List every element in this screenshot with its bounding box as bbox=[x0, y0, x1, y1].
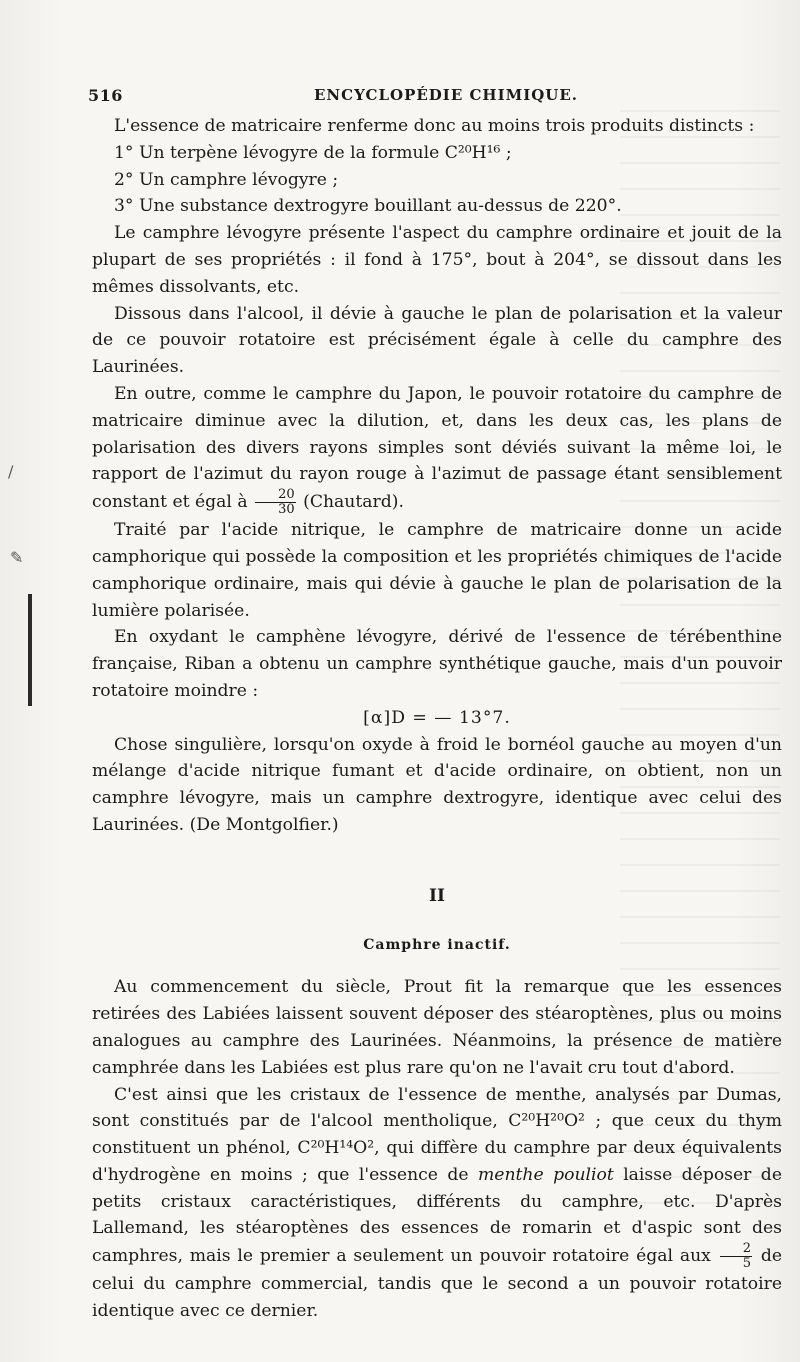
paragraph bbox=[92, 381, 782, 517]
margin-mark-slash: / bbox=[8, 462, 14, 481]
paragraph: Dissous dans l'alcool, il dévie à gauche le plan de polarisation et la valeur de ce pouvoir rotatoire est précisément égale à celle du camphre des Laurinées. bbox=[92, 303, 782, 378]
citation: (Chautard). bbox=[303, 492, 404, 513]
list-item: 1° Un terpène lévogyre de la formule C²⁰H¹⁶ ; bbox=[114, 142, 512, 163]
fraction-chautard bbox=[255, 488, 296, 517]
margin-mark-bar bbox=[28, 594, 32, 706]
paragraph-text: laisse déposer de petits cristaux caractéristiques, différents du camphre, etc. D'après Lallemand, les stéaroptènes des essences de romarin et d'aspic sont des camphres, mais le premier a seulement un pouvoir rotatoire égal aux bbox=[92, 1164, 782, 1267]
page-number: 516 bbox=[88, 86, 123, 105]
fraction-lallemand bbox=[720, 1242, 752, 1271]
paragraph: Chose singulière, lorsqu'on oxyde à froid le bornéol gauche au moyen d'un mélange d'acide nitrique fumant et d'acide ordinaire, on obtient, non un camphre lévogyre, mais un camphre dextrogyre, identique avec celui des Laurinées. (De Montgolfier.) bbox=[92, 734, 782, 835]
paragraph: Au commencement du siècle, Prout fit la remarque que les essences retirées des Labiées laissent souvent déposer des stéaroptènes, plus ou moins analogues au camphre des Laurinées. Néanmoins, la présence de matière camphrée dans les Labiées est plus rare qu'on ne l'avait cru tout d'abord. bbox=[92, 977, 782, 1078]
fraction-denominator: 30 bbox=[278, 502, 295, 518]
fraction-denominator: 5 bbox=[742, 1256, 751, 1272]
section-title: Camphre inactif. bbox=[363, 936, 511, 953]
paragraph-text: En outre, comme le camphre du Japon, le pouvoir rotatoire du camphre de matricaire diminue avec la dilution, et, dans les deux cas, les plans de polarisation des divers rayons simples sont déviés suivant la même loi, le rapport de l'azimut du rayon rouge à l'azimut de passage étant sensiblement constant et égal à bbox=[92, 383, 782, 513]
paragraph-text: de celui du camphre commercial, tandis que le second a un pouvoir rotatoire identique avec ce dernier. bbox=[92, 1246, 783, 1322]
page-header bbox=[88, 86, 778, 108]
paragraph: Le camphre lévogyre présente l'aspect du camphre ordinaire et jouit de la plupart de ses propriétés : il fond à 175°, bout à 204°, se dissout dans les mêmes dissolvants, etc. bbox=[92, 223, 782, 297]
paragraph: En oxydant le camphène lévogyre, dérivé de l'essence de térébenthine française, Riban a obtenu un camphre synthétique gauche, mais d'un pouvoir rotatoire moindre : bbox=[92, 627, 782, 701]
paragraph-text: C'est ainsi que les cristaux de l'essence de menthe, analysés par Dumas, sont constitués par de l'alcool mentholique, C²⁰H²⁰O² ; que ceux du thym constituent un phénol, C²⁰H¹⁴O², qui diffère du camphre par deux équivalents d'hydrogène en moins ; que l'essence de bbox=[92, 1084, 782, 1185]
fraction-numerator: 20 bbox=[255, 488, 296, 503]
paragraph: L'essence de matricaire renferme donc au moins trois produits distincts : bbox=[114, 116, 755, 136]
section-number: II bbox=[429, 885, 445, 906]
paragraph: Traité par l'acide nitrique, le camphre de matricaire donne un acide camphorique qui possède la composition et les propriétés chimiques de l'acide camphorique ordinaire, mais qui dévie à gauche le plan de polarisation de la lumière polarisée. bbox=[92, 520, 782, 621]
body-text bbox=[92, 113, 782, 1325]
italic-term: menthe pouliot bbox=[477, 1164, 614, 1185]
list-item: 2° Un camphre lévogyre ; bbox=[114, 169, 339, 190]
margin-mark-dot: ✎ bbox=[10, 548, 24, 567]
formula: [α]D = — 13°7. bbox=[363, 707, 511, 728]
fraction-numerator: 2 bbox=[720, 1242, 752, 1257]
running-title: ENCYCLOPÉDIE CHIMIQUE. bbox=[314, 86, 579, 104]
paragraph bbox=[92, 1082, 782, 1325]
list-item: 3° Une substance dextrogyre bouillant au-dessus de 220°. bbox=[114, 196, 622, 217]
